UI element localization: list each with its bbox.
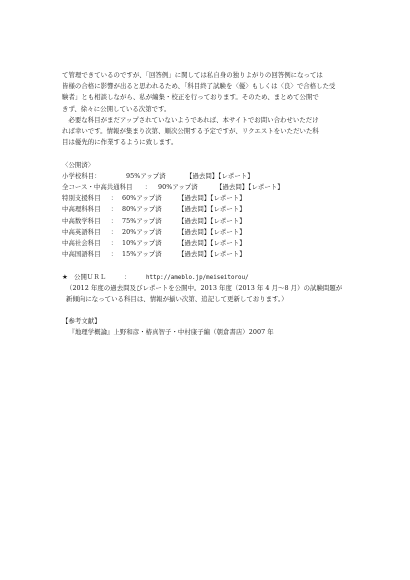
status-row-japanese bbox=[62, 249, 362, 260]
request-paragraph bbox=[62, 115, 362, 149]
status-separator: ： bbox=[110, 227, 118, 236]
status-subject: 全コース・中高共通科目 bbox=[62, 183, 133, 191]
status-row-science bbox=[62, 204, 362, 215]
status-separator: ： bbox=[110, 216, 118, 225]
status-separator: ： bbox=[110, 238, 118, 247]
intro-line: 皆様の合格に影響が出ると思われるため、「科目終了試験を〈優〉もしくは〈良〉で合格した受 bbox=[62, 82, 336, 91]
status-subject: 中高数学科目 bbox=[62, 216, 101, 225]
status-tags: 【過去問】【レポート】 bbox=[178, 250, 246, 259]
document-body bbox=[62, 70, 362, 339]
request-line: れば幸いです。情報が集まり次第、順次公開する予定ですが、リクエストをいただいた科 bbox=[62, 127, 319, 136]
status-separator: ： bbox=[110, 250, 118, 259]
star-icon: ★ bbox=[62, 272, 68, 281]
status-progress: 60%アップ済 bbox=[122, 194, 162, 203]
status-section bbox=[62, 160, 362, 261]
intro-line: 験者」とも相談しながら、私が編集・校正を行っております。そのため、まとめて公開で bbox=[62, 93, 319, 102]
status-row-common bbox=[62, 182, 362, 193]
status-tags: 【過去問】【レポート】 bbox=[178, 216, 246, 225]
status-tags: 【過去問】【レポート】 bbox=[216, 183, 284, 191]
status-row-english bbox=[62, 227, 362, 238]
status-tags: 【過去問】【レポート】 bbox=[178, 194, 246, 203]
status-progress: 15%アップ済 bbox=[122, 250, 162, 259]
spacer bbox=[62, 305, 362, 316]
status-tags: 【過去問】【レポート】 bbox=[178, 227, 246, 236]
request-line: 必要な科目がまだアップされていないようであれば、本サイトでお問い合わせいただけ bbox=[68, 115, 319, 124]
spacer bbox=[62, 148, 362, 159]
intro-paragraph bbox=[62, 70, 362, 115]
status-subject: 中高英語科目 bbox=[62, 227, 101, 236]
status-progress: 20%アップ済 bbox=[122, 227, 162, 236]
status-progress: 75%アップ済 bbox=[122, 216, 162, 225]
status-tags: 【過去問】【レポート】 bbox=[186, 171, 254, 180]
public-url-row bbox=[62, 272, 362, 283]
status-progress: 80%アップ済 bbox=[122, 205, 162, 214]
status-tags: 【過去問】【レポート】 bbox=[178, 205, 246, 214]
status-row-special-support bbox=[62, 193, 362, 204]
status-tags: 【過去問】【レポート】 bbox=[178, 238, 246, 247]
status-row-social bbox=[62, 238, 362, 249]
status-separator: ： bbox=[110, 194, 118, 203]
reference-item: 『地理学概論』上野和彦・椿真智子・中村康子編（朝倉書店）2007 年 bbox=[68, 328, 274, 337]
public-url-link[interactable]: http://ameblo.jp/meiseitorou/ bbox=[146, 274, 249, 281]
status-subject: 中高理科科目 bbox=[62, 205, 101, 214]
spacer bbox=[62, 260, 362, 271]
status-row-elementary bbox=[62, 171, 362, 182]
references-section bbox=[62, 316, 362, 338]
status-subject: 特別支援科目 bbox=[62, 194, 101, 203]
status-row-math bbox=[62, 216, 362, 227]
status-separator: ： bbox=[144, 183, 152, 191]
references-heading: 【参考文献】 bbox=[62, 317, 101, 326]
status-progress: 90%アップ済 bbox=[158, 183, 198, 191]
public-url-note-line: （2012 年度の過去問及びレポートを公開中。2013 年度（2013 年 4 月～8 月）の試験問題が bbox=[66, 283, 343, 292]
public-url-section bbox=[62, 272, 362, 306]
status-heading: 〈公開済〉 bbox=[62, 160, 95, 169]
status-separator: ： bbox=[110, 205, 118, 214]
public-url-colon: ： bbox=[124, 272, 131, 281]
public-url-note-line: 新傾向になっている科目は、情報が揃い次第、追記して更新しております。） bbox=[66, 294, 288, 303]
public-url-label: 公開ＵＲＬ bbox=[74, 272, 107, 281]
status-subject: 中高国語科目 bbox=[62, 250, 101, 259]
status-subject: 小学校科目： bbox=[62, 171, 101, 180]
request-line: 目は優先的に作業するように致します。 bbox=[62, 138, 178, 147]
status-progress: 10%アップ済 bbox=[122, 238, 162, 247]
status-subject: 中高社会科目 bbox=[62, 238, 101, 247]
intro-line: きず、徐々に公開している次第です。 bbox=[62, 104, 171, 113]
status-progress: 95%アップ済 bbox=[126, 171, 166, 180]
intro-line: て管理できているのですが、「回答例」に関しては私自身の独りよがりの回答例になっては bbox=[62, 71, 323, 79]
